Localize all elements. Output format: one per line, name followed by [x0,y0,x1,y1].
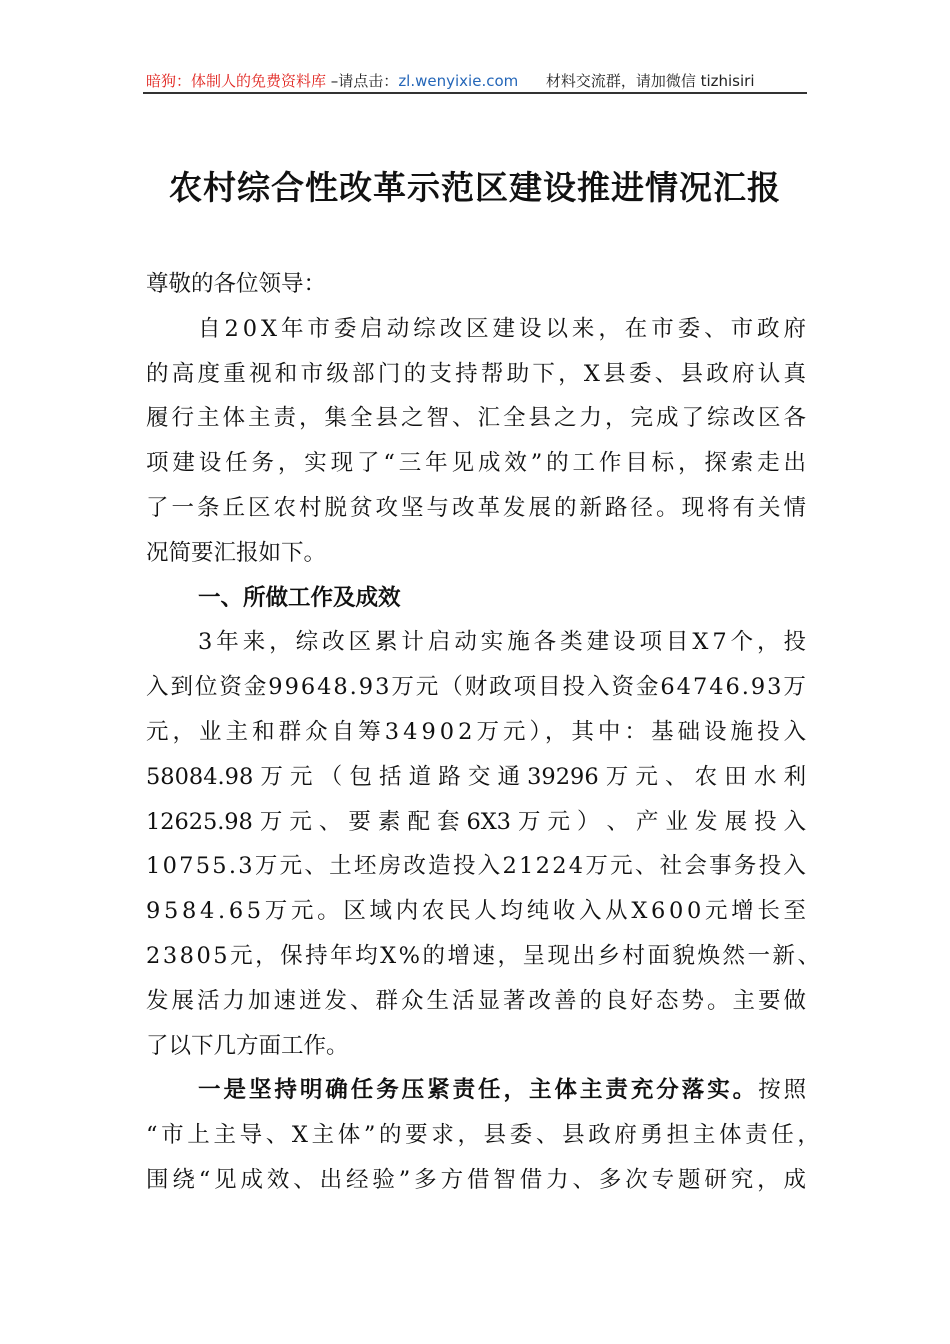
page-header [146,70,806,91]
line-text: 12625.98 万 元 、 要 素 配 套 6X3 万 元 ） 、 产 业 发 展 投 入 [146,808,807,835]
line-content [146,1024,349,1069]
text-line [146,844,809,889]
header-link[interactable]: zl.wenyixie.com [398,72,519,90]
text-line [146,262,806,307]
line-content [146,665,808,710]
text-line [146,800,806,845]
line-text: “市上主导、X主体”的要求，县委、县政府勇担主体责任， [146,1122,824,1149]
line-text: 9584.65万元。区域内农民人均纯收入从X600元增长至 [146,898,810,925]
text-line [146,710,811,755]
text-line [146,979,810,1024]
line-content [146,979,809,1024]
line-text: 围绕“见成效、出经验”多方借智借力、多次专题研究，成 [146,1166,810,1193]
bold-lead: 一、所做工作及成效 [198,584,401,611]
line-content [146,934,822,979]
line-text: 入到位资金99648.93万元（财政项目投入资金64746.93万 [146,674,808,701]
line-text: 3年来，综改区累计启动实施各类建设项目X7个，投 [198,629,810,656]
text-line [146,620,810,665]
line-text: 10755.3万元、土坯房改造投入21224万元、社会事务投入 [146,853,809,880]
text-line [146,1024,806,1069]
line-content [146,352,809,397]
text-line [146,755,806,800]
line-text: 自20X年市委启动综改区建设以来，在市委、市政府 [198,315,810,342]
line-content [146,889,810,934]
line-content [146,486,809,531]
line-text: 了以下几方面工作。 [146,1032,349,1059]
line-content [146,531,326,576]
text-line [146,441,810,486]
line-text: 项建设任务，实现了“三年见成效”的工作目标，探索走出 [146,450,810,477]
text-line [146,934,823,979]
line-content [198,1068,809,1113]
line-content [198,620,810,665]
line-content [146,1158,810,1203]
text-line [146,1158,810,1203]
line-content [198,576,401,621]
line-content [146,710,810,755]
line-text: 58084.98 万 元 （ 包 括 道 路 交 通 39296 万 元 、 农 田 水 利 [146,763,807,790]
text-line [146,531,806,576]
text-line [146,665,806,710]
text-line [146,352,810,397]
line-content [146,262,326,307]
text-line [146,576,806,621]
line-text: 按照 [758,1077,810,1104]
line-content [146,844,808,889]
line-content [146,396,809,441]
header-prompt: –请点击： [330,72,399,90]
document-title: 农村综合性改革示范区建设推进情况汇报 [169,168,781,207]
line-text: 的高度重视和市级部门的支持帮助下，X县委、县政府认真 [146,360,810,387]
line-content [146,1113,824,1158]
line-text: 23805元，保持年均X%的增速，呈现出乡村面貌焕然一新、 [146,942,823,969]
text-line [146,889,810,934]
header-contact: 材料交流群，请加微信 tizhisiri [545,72,755,90]
line-content [198,307,810,352]
line-content [146,441,810,486]
line-text: 发展活力加速迸发、群众生活显著改善的良好态势。主要做 [146,987,810,1014]
header-divider [143,92,807,94]
header-brand: 暗狗：体制人的免费资料库 [146,72,327,90]
bold-lead: 一是坚持明确任务压紧责任，主体主责充分落实。 [198,1077,759,1104]
line-content [146,800,806,845]
line-text: 了一条丘区农村脱贫攻坚与改革发展的新路径。现将有关情 [146,494,810,521]
text-line [146,486,810,531]
document-body [146,262,824,1203]
line-text: 况简要汇报如下。 [146,539,327,566]
line-text: 履行主体主责，集全县之智、汇全县之力，完成了综改区各 [146,405,810,432]
text-line [146,1113,824,1158]
line-text: 元，业主和群众自筹34902万元），其中：基础设施投入 [146,718,811,745]
text-line [146,396,810,441]
text-line [146,1068,810,1113]
line-text: 尊敬的各位领导： [146,271,327,297]
text-line [146,307,810,352]
line-content [146,755,806,800]
